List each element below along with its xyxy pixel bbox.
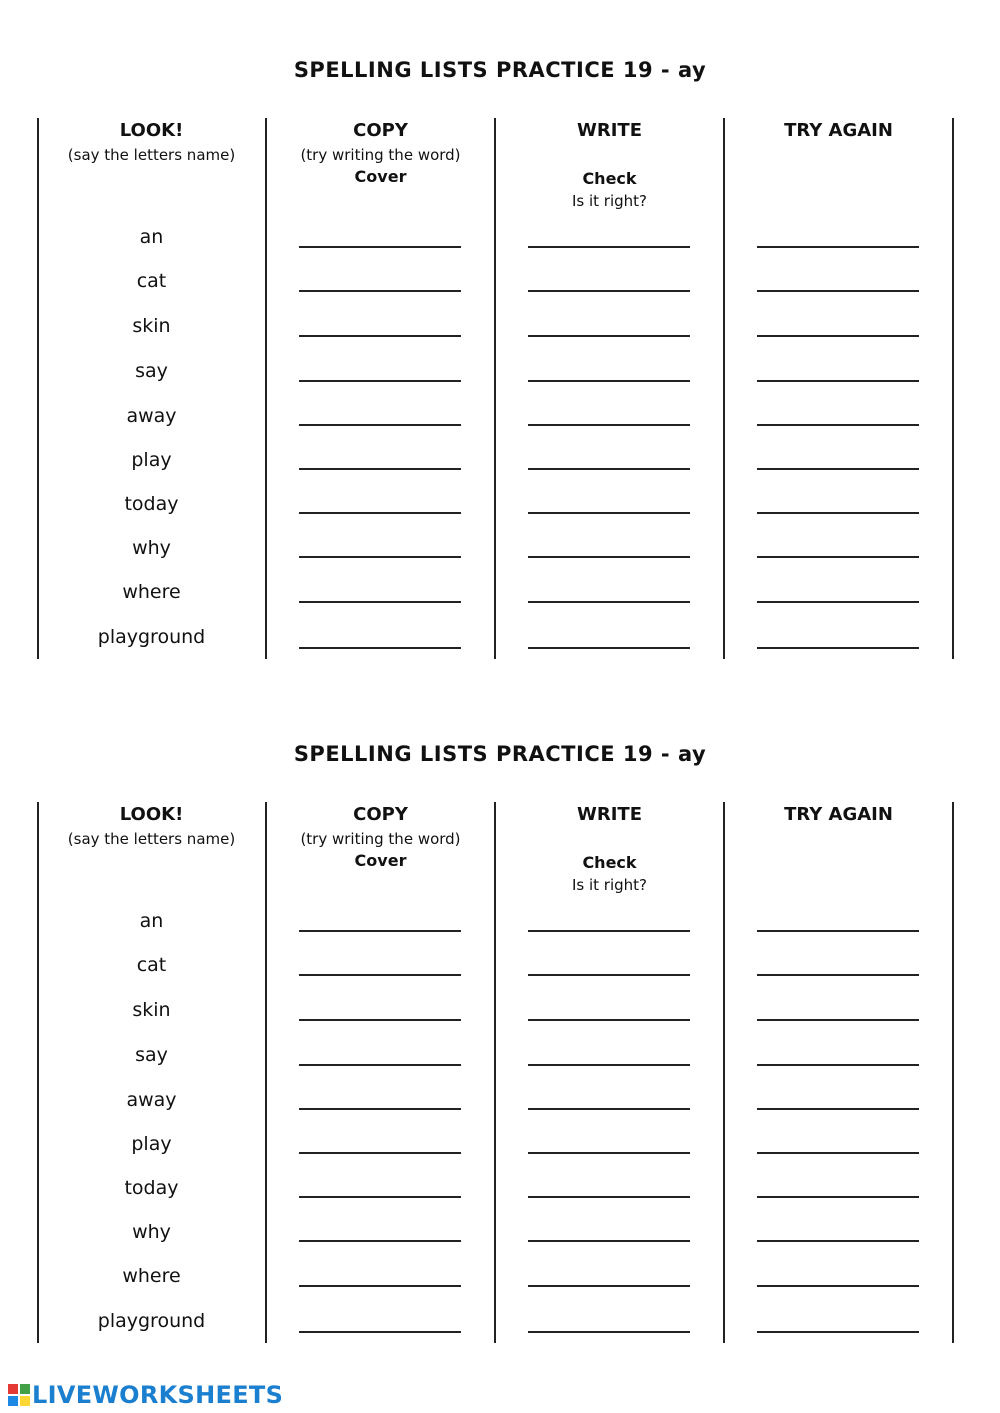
spelling-word: why (132, 537, 171, 559)
answer-line[interactable] (299, 1019, 461, 1021)
column-header-try-again (724, 118, 953, 144)
answer-line[interactable] (299, 424, 461, 426)
answer-line[interactable] (757, 468, 919, 470)
column-divider (265, 802, 267, 1343)
column-header-write (495, 118, 724, 212)
worksheet-title: SPELLING LISTS PRACTICE 19 - ay (293, 742, 707, 766)
logo-block (20, 1396, 30, 1406)
answer-line[interactable] (528, 556, 690, 558)
answer-line[interactable] (528, 647, 690, 649)
answer-line[interactable] (299, 1152, 461, 1154)
answer-line[interactable] (757, 424, 919, 426)
answer-line[interactable] (299, 335, 461, 337)
answer-line[interactable] (757, 1064, 919, 1066)
column-subtitle: (say the letters name) (67, 830, 236, 848)
worksheet-2 (0, 684, 1000, 1332)
column-header-look (37, 802, 266, 850)
answer-line[interactable] (528, 1196, 690, 1198)
answer-line[interactable] (528, 1331, 690, 1333)
spelling-word: today (124, 493, 179, 515)
spelling-word: away (126, 405, 177, 427)
column-subtitle: (try writing the word) (300, 146, 461, 164)
answer-line[interactable] (528, 424, 690, 426)
column-title: WRITE (577, 120, 642, 141)
answer-line[interactable] (757, 1152, 919, 1154)
answer-line[interactable] (299, 556, 461, 558)
column-divider (952, 802, 954, 1343)
answer-line[interactable] (528, 512, 690, 514)
answer-line[interactable] (299, 246, 461, 248)
answer-line[interactable] (528, 335, 690, 337)
column-subtitle: Is it right? (571, 876, 648, 894)
liveworksheets-logo (8, 1380, 283, 1410)
answer-line[interactable] (528, 290, 690, 292)
spelling-word: playground (97, 626, 206, 648)
answer-line[interactable] (299, 974, 461, 976)
spelling-word: play (131, 449, 172, 471)
answer-line[interactable] (528, 246, 690, 248)
column-divider (265, 118, 267, 659)
column-step: Check (582, 853, 637, 872)
answer-line[interactable] (299, 512, 461, 514)
answer-line[interactable] (528, 974, 690, 976)
column-divider (952, 118, 954, 659)
column-header-copy (266, 118, 495, 188)
column-step: Cover (354, 851, 407, 870)
answer-line[interactable] (299, 468, 461, 470)
column-title: TRY AGAIN (784, 120, 893, 141)
logo-blocks-icon (8, 1384, 30, 1406)
answer-line[interactable] (757, 647, 919, 649)
spelling-word: why (132, 1221, 171, 1243)
brand-name: LIVEWORKSHEETS (32, 1381, 284, 1409)
column-title: WRITE (577, 804, 642, 825)
answer-line[interactable] (528, 930, 690, 932)
spelling-word: an (139, 910, 164, 932)
answer-line[interactable] (299, 1285, 461, 1287)
answer-line[interactable] (528, 380, 690, 382)
spelling-word: playground (97, 1310, 206, 1332)
answer-line[interactable] (757, 335, 919, 337)
answer-line[interactable] (528, 1019, 690, 1021)
answer-line[interactable] (528, 468, 690, 470)
spelling-word: play (131, 1133, 172, 1155)
spelling-word: cat (136, 270, 167, 292)
logo-block (8, 1396, 18, 1406)
answer-line[interactable] (528, 1064, 690, 1066)
answer-line[interactable] (757, 1108, 919, 1110)
column-step: Check (582, 169, 637, 188)
worksheet-title: SPELLING LISTS PRACTICE 19 - ay (293, 58, 707, 82)
column-subtitle: (try writing the word) (300, 830, 461, 848)
answer-line[interactable] (299, 1240, 461, 1242)
spelling-word: skin (132, 999, 171, 1021)
answer-line[interactable] (757, 380, 919, 382)
column-title: COPY (353, 804, 408, 825)
worksheet-1 (0, 0, 1000, 648)
answer-line[interactable] (757, 930, 919, 932)
answer-line[interactable] (299, 930, 461, 932)
spelling-word: away (126, 1089, 177, 1111)
spelling-word: where (122, 1265, 181, 1287)
logo-block (20, 1384, 30, 1394)
column-title: LOOK! (119, 804, 184, 825)
column-subtitle: Is it right? (571, 192, 648, 210)
column-header-copy (266, 802, 495, 872)
answer-line[interactable] (299, 1331, 461, 1333)
answer-line[interactable] (757, 556, 919, 558)
answer-line[interactable] (299, 647, 461, 649)
spelling-word: where (122, 581, 181, 603)
spelling-word: an (139, 226, 164, 248)
answer-line[interactable] (757, 290, 919, 292)
answer-line[interactable] (299, 1196, 461, 1198)
answer-line[interactable] (757, 1285, 919, 1287)
logo-block (8, 1384, 18, 1394)
spelling-word: skin (132, 315, 171, 337)
answer-line[interactable] (299, 601, 461, 603)
column-title: LOOK! (119, 120, 184, 141)
answer-line[interactable] (757, 601, 919, 603)
spelling-word: say (135, 360, 168, 382)
answer-line[interactable] (528, 1108, 690, 1110)
answer-line[interactable] (757, 246, 919, 248)
answer-line[interactable] (299, 1064, 461, 1066)
answer-line[interactable] (528, 1285, 690, 1287)
column-subtitle: (say the letters name) (67, 146, 236, 164)
column-divider (37, 802, 39, 1343)
column-header-try-again (724, 802, 953, 828)
spelling-word: say (135, 1044, 168, 1066)
answer-line[interactable] (528, 1240, 690, 1242)
answer-line[interactable] (757, 1240, 919, 1242)
column-title: TRY AGAIN (784, 804, 893, 825)
answer-line[interactable] (528, 601, 690, 603)
spelling-word: today (124, 1177, 179, 1199)
spelling-word: cat (136, 954, 167, 976)
column-header-look (37, 118, 266, 166)
answer-line[interactable] (757, 1331, 919, 1333)
answer-line[interactable] (528, 1152, 690, 1154)
answer-line[interactable] (757, 1019, 919, 1021)
answer-line[interactable] (757, 1196, 919, 1198)
answer-line[interactable] (299, 380, 461, 382)
column-title: COPY (353, 120, 408, 141)
answer-line[interactable] (299, 290, 461, 292)
answer-line[interactable] (757, 512, 919, 514)
answer-line[interactable] (757, 974, 919, 976)
column-step: Cover (354, 167, 407, 186)
answer-line[interactable] (299, 1108, 461, 1110)
column-divider (37, 118, 39, 659)
column-header-write (495, 802, 724, 896)
